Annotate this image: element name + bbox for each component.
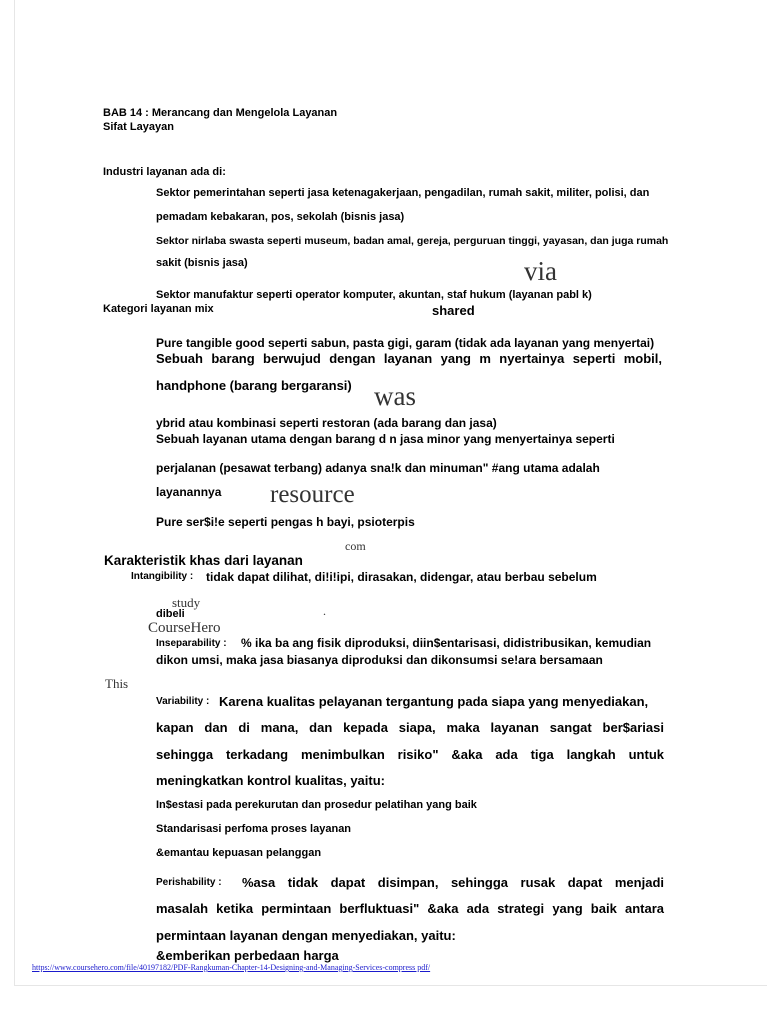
intangibility-text: tidak dapat dilihat, di!i!ipi, dirasakan, didengar, atau berbau sebelum (206, 570, 597, 584)
variability-label: Variability : (156, 696, 210, 707)
karakteristik-heading: Karakteristik khas dari layanan (104, 553, 303, 568)
watermark-was: was (374, 381, 416, 411)
variability-line: kapan dan di mana, dan kepada siapa, maka layanan sangat ber$ariasi (156, 720, 664, 735)
kategori-line: Sebuah barang berwujud dengan layanan yang m nyertainya seperti mobil, (156, 351, 662, 366)
industri-line: Sektor manufaktur seperti operator komputer, akuntan, staf hukum (layanan pabl k) (156, 289, 592, 301)
variability-text: Karena kualitas pelayanan tergantung pada siapa yang menyediakan, (219, 694, 649, 709)
kategori-line: handphone (barang bergaransi) (156, 378, 352, 393)
perishability-line: masalah ketika permintaan berfluktuasi" &aka ada strategi yang baik antara (156, 901, 664, 916)
industri-line: sakit (bisnis jasa) (156, 257, 248, 269)
watermark-study: study (172, 595, 201, 610)
watermark-via: via (524, 256, 557, 286)
intangibility-cont: dibeli (156, 608, 185, 620)
watermark-com: com (345, 539, 366, 553)
perishability-line: &emberikan perbedaan harga (156, 948, 339, 963)
perishability-line: permintaan layanan dengan menyediakan, yaitu: (156, 928, 456, 943)
variability-step: Standarisasi perfoma proses layanan (156, 823, 352, 835)
watermark-dot: . (323, 604, 326, 618)
variability-step: In$estasi pada perekurutan dan prosedur pelatihan yang baik (156, 799, 477, 811)
watermark-shared: shared (432, 303, 475, 318)
inseparability-label: Inseparability : (156, 638, 227, 649)
kategori-line: layanannya (156, 485, 222, 499)
industri-line: Sektor pemerintahan seperti jasa ketenagakerjaan, pengadilan, rumah sakit, militer, polisi, dan (156, 187, 650, 199)
variability-step: &emantau kepuasan pelanggan (156, 847, 322, 859)
inseparability-text: % ika ba ang fisik diproduksi, diin$entarisasi, didistribusikan, kemudian (241, 636, 652, 650)
intangibility-label: Intangibility : (131, 571, 194, 582)
kategori-line: perjalanan (pesawat terbang) adanya sna!k dan minuman" #ang utama adalah (156, 461, 600, 475)
chapter-title: BAB 14 : Merancang dan Mengelola Layanan (103, 107, 338, 119)
industri-line: Sektor nirlaba swasta seperti museum, badan amal, gereja, perguruan tinggi, yayasan, dan juga rumah (156, 235, 669, 247)
perishability-label: Perishability : (156, 877, 222, 888)
kategori-line: Sebuah layanan utama dengan barang d n jasa minor yang menyertainya seperti (156, 432, 615, 446)
variability-line: meningkatkan kontrol kualitas, yaitu: (156, 773, 385, 788)
kategori-line: Pure ser$i!e seperti pengas h bayi, psioterpis (156, 515, 415, 529)
kategori-heading: Kategori layanan mix (103, 303, 214, 315)
variability-line: sehingga terkadang menimbulkan risiko" &aka ada tiga langkah untuk (156, 747, 664, 762)
kategori-line: Pure tangible good seperti sabun, pasta gigi, garam (tidak ada layanan yang menyertai) (156, 336, 655, 350)
industri-line: pemadam kebakaran, pos, sekolah (bisnis jasa) (156, 211, 405, 223)
kategori-line: ybrid atau kombinasi seperti restoran (ada barang dan jasa) (156, 416, 497, 430)
watermark-coursehero: CourseHero (148, 620, 221, 636)
industri-heading: Industri layanan ada di: (103, 166, 226, 178)
watermark-resource: resource (270, 481, 355, 508)
page-border (14, 0, 767, 986)
source-url-link[interactable]: https://www.coursehero.com/file/40197182/PDF-Rangkuman-Chapter-14-Designing-and-Managing-Services-compress pdf/ (32, 963, 431, 972)
watermark-this: This (105, 676, 129, 691)
perishability-text: %asa tidak dapat disimpan, sehingga rusak dapat menjadi (242, 875, 664, 890)
inseparability-cont: dikon umsi, maka jasa biasanya diproduksi dan dikonsumsi se!ara bersamaan (156, 653, 603, 667)
section-title: Sifat Layayan (103, 121, 174, 133)
